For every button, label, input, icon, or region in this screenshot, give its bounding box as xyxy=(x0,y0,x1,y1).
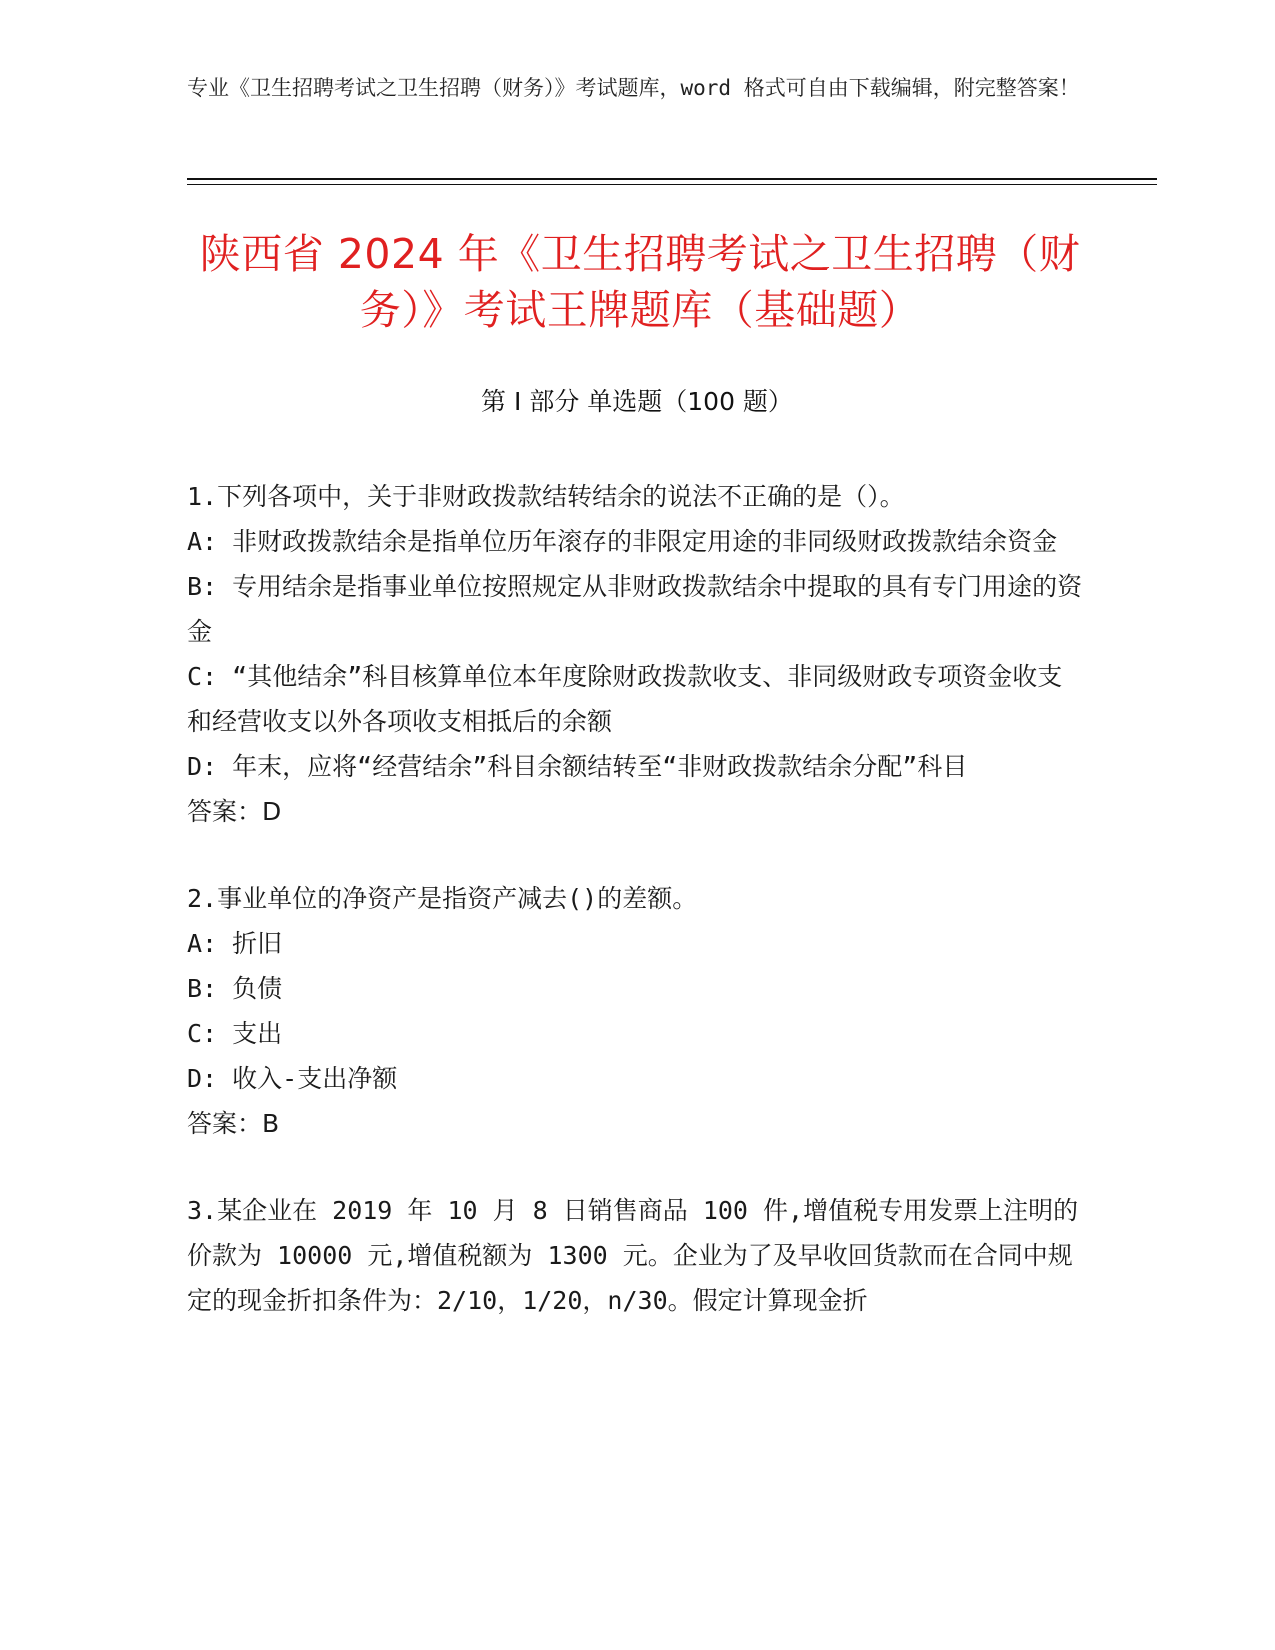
option-d: D: 收入-支出净额 xyxy=(187,1064,398,1093)
option-a: A: 折旧 xyxy=(187,929,283,958)
question-stem: 1.下列各项中，关于非财政拨款结转结余的说法不正确的是（）。 xyxy=(187,482,905,511)
question-stem: 2.事业单位的净资产是指资产减去()的差额。 xyxy=(187,884,698,913)
option-a: A: 非财政拨款结余是指单位历年滚存的非限定用途的非同级财政拨款结余资金 xyxy=(187,527,1058,556)
question-stem: 3.某企业在 2019 年 10 月 8 日销售商品 100 件,增值税专用发票上注明的价款为 10000 元,增值税额为 1300 元。企业为了及早收回货款而在合同中规定的现金折扣条件为：2/10，1/20，n/30。假定计算现金折 xyxy=(187,1196,1079,1315)
question-1 xyxy=(187,474,1087,834)
option-b: B: 负债 xyxy=(187,974,283,1003)
option-c: C: “其他结余”科目核算单位本年度除财政拨款收支、非同级财政专项资金收支和经营收支以外各项收支相抵后的余额 xyxy=(187,662,1063,736)
option-d: D: 年末，应将“经营结余”科目余额结转至“非财政拨款结余分配”科目 xyxy=(187,752,968,781)
answer-label: 答案：B xyxy=(187,1109,280,1138)
header-divider-thick xyxy=(187,178,1157,180)
option-c: C: 支出 xyxy=(187,1019,283,1048)
section-title: 第 I 部分 单选题（100 题） xyxy=(481,387,793,416)
document-title: 陕西省 2024 年《卫生招聘考试之卫生招聘（财务）》考试王牌题库（基础题） xyxy=(199,230,1081,334)
answer-label: 答案：D xyxy=(187,797,282,826)
option-b: B: 专用结余是指事业单位按照规定从非财政拨款结余中提取的具有专门用途的资金 xyxy=(187,572,1083,646)
question-list xyxy=(187,474,1087,1365)
header-note: 专业《卫生招聘考试之卫生招聘（财务）》考试题库，word 格式可自由下载编辑，附完整答案！ xyxy=(187,76,1080,100)
question-2 xyxy=(187,876,1087,1146)
question-3 xyxy=(187,1188,1087,1323)
header-divider-thin xyxy=(187,184,1157,185)
